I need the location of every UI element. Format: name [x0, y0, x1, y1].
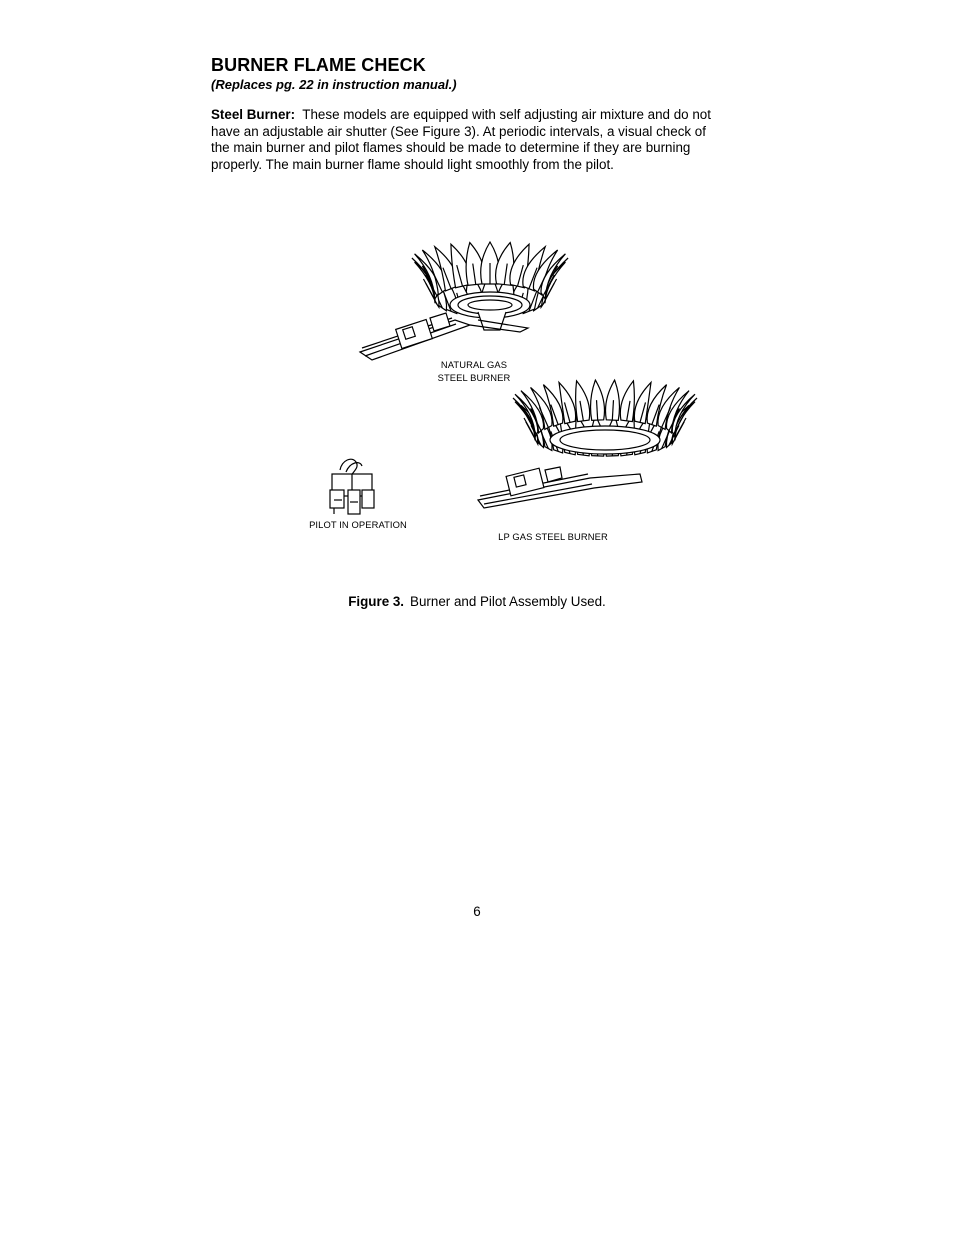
natural-gas-label-line-1: NATURAL GAS — [440, 359, 508, 370]
page-title: BURNER FLAME CHECK — [211, 55, 426, 75]
figure-caption — [0, 594, 954, 609]
pilot-illustration — [330, 459, 374, 514]
paragraph-line-1: These models are equipped with self adjusting air mixture and do not — [302, 107, 711, 122]
page-subtitle: (Replaces pg. 22 in instruction manual.) — [211, 77, 457, 92]
figure-caption-lead: Figure 3. — [348, 594, 405, 609]
pilot-label: PILOT IN OPERATION — [309, 519, 407, 530]
natural-gas-label-line-2: STEEL BURNER — [437, 372, 511, 383]
natural-gas-label — [424, 358, 524, 384]
paragraph-lead: Steel Burner: — [211, 107, 296, 122]
page-number: 6 — [473, 904, 481, 919]
lp-gas-label: LP GAS STEEL BURNER — [498, 531, 608, 542]
paragraph-line-4: properly. The main burner flame should light smoothly from the pilot. — [211, 156, 614, 172]
figure-caption-text: Burner and Pilot Assembly Used. — [410, 594, 606, 609]
natural-gas-burner-illustration — [360, 242, 568, 360]
figure-illustration — [0, 0, 954, 600]
lp-gas-burner-illustration — [478, 380, 697, 508]
paragraph-line-2: have an adjustable air shutter (See Figure 3). At periodic intervals, a visual check of — [211, 123, 706, 139]
paragraph-line-3: the main burner and pilot flames should be made to determine if they are burning — [211, 140, 691, 156]
